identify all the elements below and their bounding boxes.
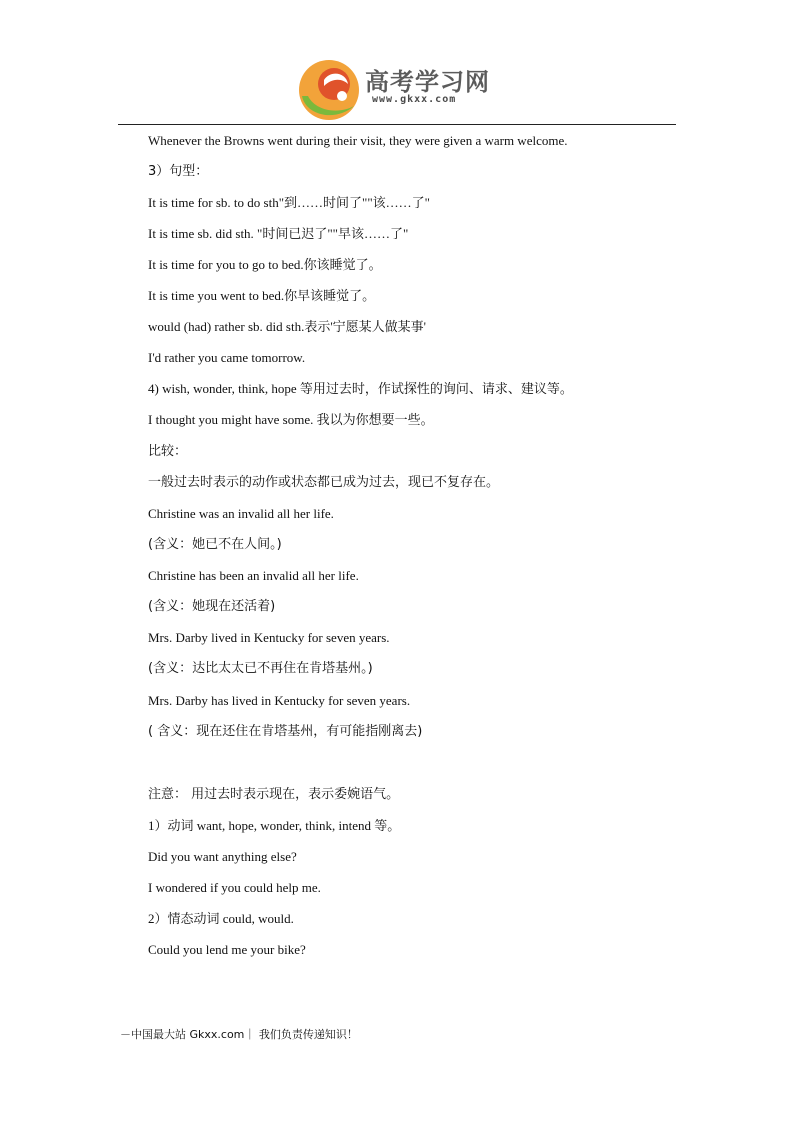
text-line: Christine was an invalid all her life.: [148, 506, 334, 521]
text-line: (含义：她已不在人间。): [148, 537, 282, 552]
text-line: 比较：: [148, 444, 188, 459]
text-line: Did you want anything else?: [148, 849, 297, 864]
logo-url: www.gkxx.com: [372, 94, 457, 105]
text-line: Could you lend me your bike?: [148, 942, 306, 957]
text-line: Christine has been an invalid all her life.: [148, 568, 359, 583]
text-line: Mrs. Darby has lived in Kentucky for seven years.: [148, 693, 411, 708]
text-line: 1）动词 want, hope, wonder, think, intend 等。: [148, 818, 401, 833]
header-divider: [118, 124, 676, 125]
text-line: It is time sb. did sth. "时间已迟了""早该……了": [148, 226, 409, 241]
text-line: (含义：达比太太已不再住在肯塔基州。): [148, 661, 373, 676]
text-line: It is time for you to go to bed.你该睡觉了。: [148, 257, 382, 272]
text-line: I thought you might have some. 我以为你想要一些。: [148, 412, 434, 427]
text-line: (含义：她现在还活着): [148, 599, 276, 614]
logo-title: 高考学习网: [365, 68, 490, 96]
text-line: 2）情态动词 could, would.: [148, 911, 294, 926]
page-footer: －中国最大站 Gkxx.com｜ 我们负责传递知识！: [120, 1028, 358, 1041]
text-line: It is time you went to bed.你早该睡觉了。: [148, 288, 376, 303]
text-line: 注意： 用过去时表示现在，表示委婉语气。: [148, 787, 400, 802]
text-line: I wondered if you could help me.: [148, 880, 321, 895]
page-header: [0, 0, 794, 126]
text-line: It is time for sb. to do sth"到……时间了""该……了": [148, 195, 430, 210]
text-line: 3）句型：: [148, 164, 209, 179]
gkxx-logo-icon: [296, 56, 362, 122]
text-line: 一般过去时表示的动作或状态都已成为过去，现已不复存在。: [148, 475, 500, 490]
text-line: 4) wish, wonder, think, hope 等用过去时，作试探性的询问、请求、建议等。: [148, 381, 573, 396]
text-line: Whenever the Browns went during their visit, they were given a warm welcome.: [148, 133, 568, 148]
text-line: would (had) rather sb. did sth.表示'宁愿某人做某事': [148, 319, 427, 334]
text-line: Mrs. Darby lived in Kentucky for seven years.: [148, 630, 390, 645]
text-line: ( 含义：现在还住在肯塔基州，有可能指刚离去): [148, 724, 423, 739]
text-line: I'd rather you came tomorrow.: [148, 350, 306, 365]
